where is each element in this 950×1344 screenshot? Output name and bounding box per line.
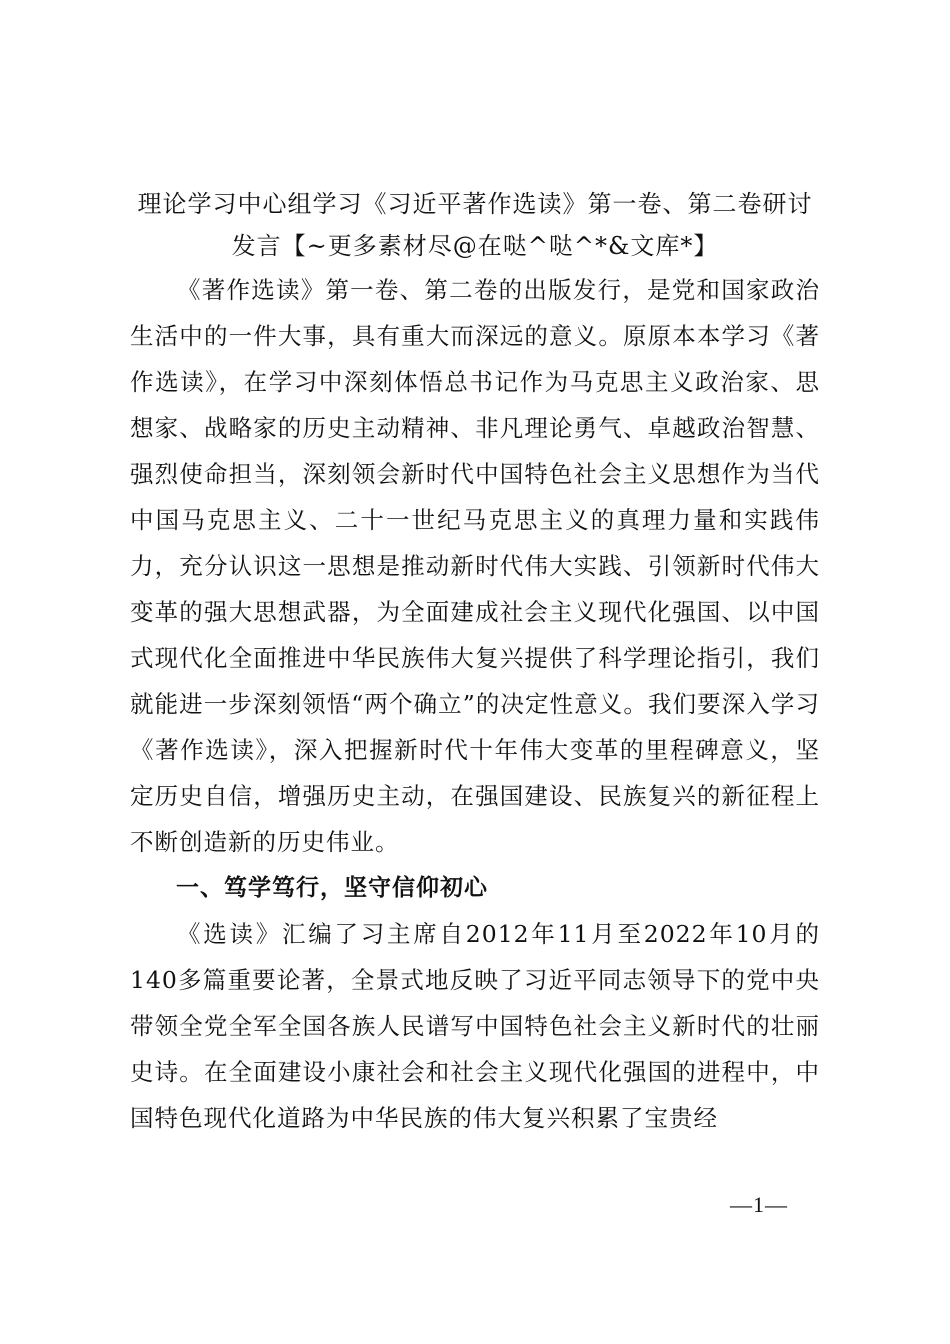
document-body bbox=[130, 183, 820, 1141]
document-title: 理论学习中心组学习《习近平著作选读》第一卷、第二卷研讨 发言【~更多素材尽@在哒^哒^*&文库*】 bbox=[137, 190, 813, 260]
intro-paragraph: 《著作选读》第一卷、第二卷的出版发行，是党和国家政治生活中的一件大事，具有重大而深远的意义。原原本本学习《著作选读》，在学习中深刻体悟总书记作为马克思主义政治家、思想家、战略家的历史主动精神、非凡理论勇气、卓越政治智慧、强烈使命担当，深刻领会新时代中国特色社会主义思想作为当代中国马克思主义、二十一世纪马克思主义的真理力量和实践伟力，充分认识这一思想是推动新时代伟大实践、引领新时代伟大变革的强大思想武器，为全面建成社会主义现代化强国、以中国式现代化全面推进中华民族伟大复兴提供了科学理论指引，我们就能进一步深刻领悟“两个确立”的决定性意义。我们要深入学习《著作选读》，深入把握新时代十年伟大变革的里程碑意义，坚定历史自信，增强历史主动，在强国建设、民族复兴的新征程上不断创造新的历史伟业。 bbox=[130, 276, 820, 856]
section-heading: 一、笃学笃行，坚守信仰初心 bbox=[176, 875, 488, 901]
page-number: —1— bbox=[730, 1192, 788, 1217]
section-paragraph: 《选读》汇编了习主席自2012年11月至2022年10月的140多篇重要论著，全景式地反映了习近平同志领导下的党中央带领全党全军全国各族人民谱写中国特色社会主义新时代的壮丽史诗。在全面建设小康社会和社会主义现代化强国的进程中，中国特色现代化道路为中华民族的伟大复兴积累了宝贵经 bbox=[130, 920, 820, 1132]
